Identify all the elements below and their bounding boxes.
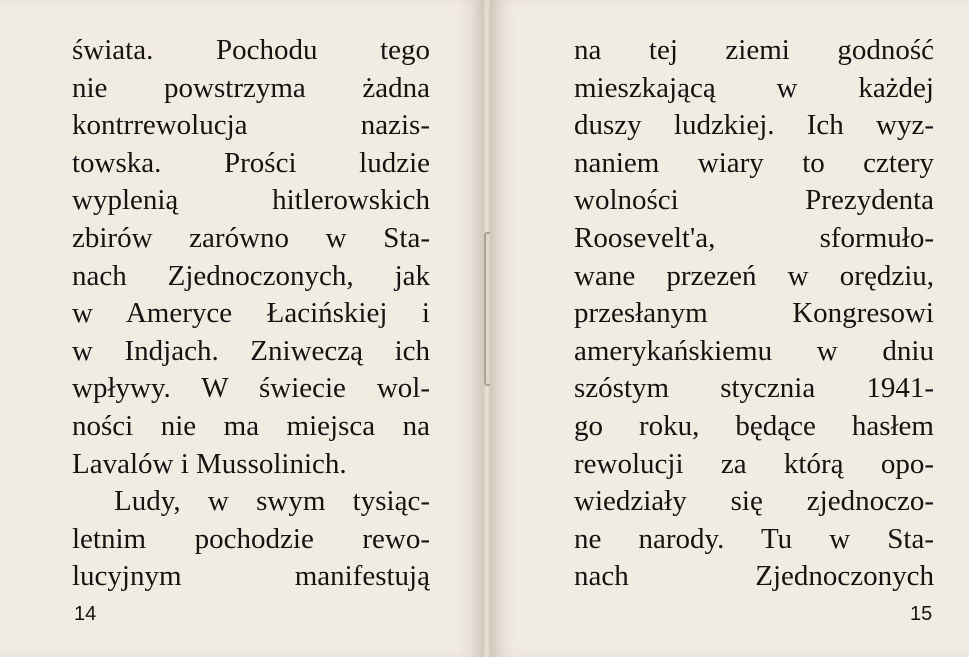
page-number: 15 xyxy=(910,603,933,625)
right-page-text xyxy=(574,32,934,596)
text-line: wolności Prezydenta xyxy=(574,184,934,217)
text-line: wane przezeń w orędziu, xyxy=(574,259,934,292)
text-line: nach Zjednoczonych xyxy=(574,560,934,593)
text-line: zbirów zarówno w Sta- xyxy=(72,221,430,254)
left-page xyxy=(0,0,484,657)
text-line: przesłanym Kongresowi xyxy=(574,297,934,330)
text-line: na tej ziemi godność xyxy=(574,34,934,66)
text-line: w Indjach. Zniweczą ich xyxy=(72,334,430,367)
text-line: wiedziały się zjednoczo- xyxy=(574,485,934,518)
text-line: kontrrewolucja nazis- xyxy=(72,109,430,142)
text-line: wpływy. W świecie wol- xyxy=(72,372,430,405)
text-line: mieszkającą w każdej xyxy=(574,71,934,104)
text-line: świata. Pochodu tego xyxy=(72,34,430,66)
text-line: duszy ludzkiej. Ich wyz- xyxy=(574,109,934,142)
text-line: ne narody. Tu w Sta- xyxy=(574,522,934,555)
text-line: lucyjnym manifestują xyxy=(72,560,430,593)
text-line: Roosevelt'a, sformuło- xyxy=(574,221,934,254)
text-line: towska. Prości ludzie xyxy=(72,146,430,179)
text-line: nach Zjednoczonych, jak xyxy=(72,259,430,292)
page-number: 14 xyxy=(74,603,97,625)
text-line: letnim pochodzie rewo- xyxy=(72,522,430,555)
text-line: Lavalów i Mussolinich. xyxy=(72,447,347,480)
text-line: nie powstrzyma żadna xyxy=(72,71,430,104)
text-line: ności nie ma miejsca na xyxy=(72,409,430,442)
text-line: Ludy, w swym tysiąc- xyxy=(114,485,430,518)
text-line: w Ameryce Łacińskiej i xyxy=(72,297,430,330)
text-line: wyplenią hitlerowskich xyxy=(72,184,430,217)
right-page xyxy=(490,0,969,657)
text-line: amerykańskiemu w dniu xyxy=(574,334,934,367)
text-line: go roku, będące hasłem xyxy=(574,409,934,442)
text-line: szóstym stycznia 1941- xyxy=(574,372,934,405)
left-page-text xyxy=(72,32,430,596)
text-line: naniem wiary to cztery xyxy=(574,146,934,179)
text-line: rewolucji za którą opo- xyxy=(574,447,934,480)
